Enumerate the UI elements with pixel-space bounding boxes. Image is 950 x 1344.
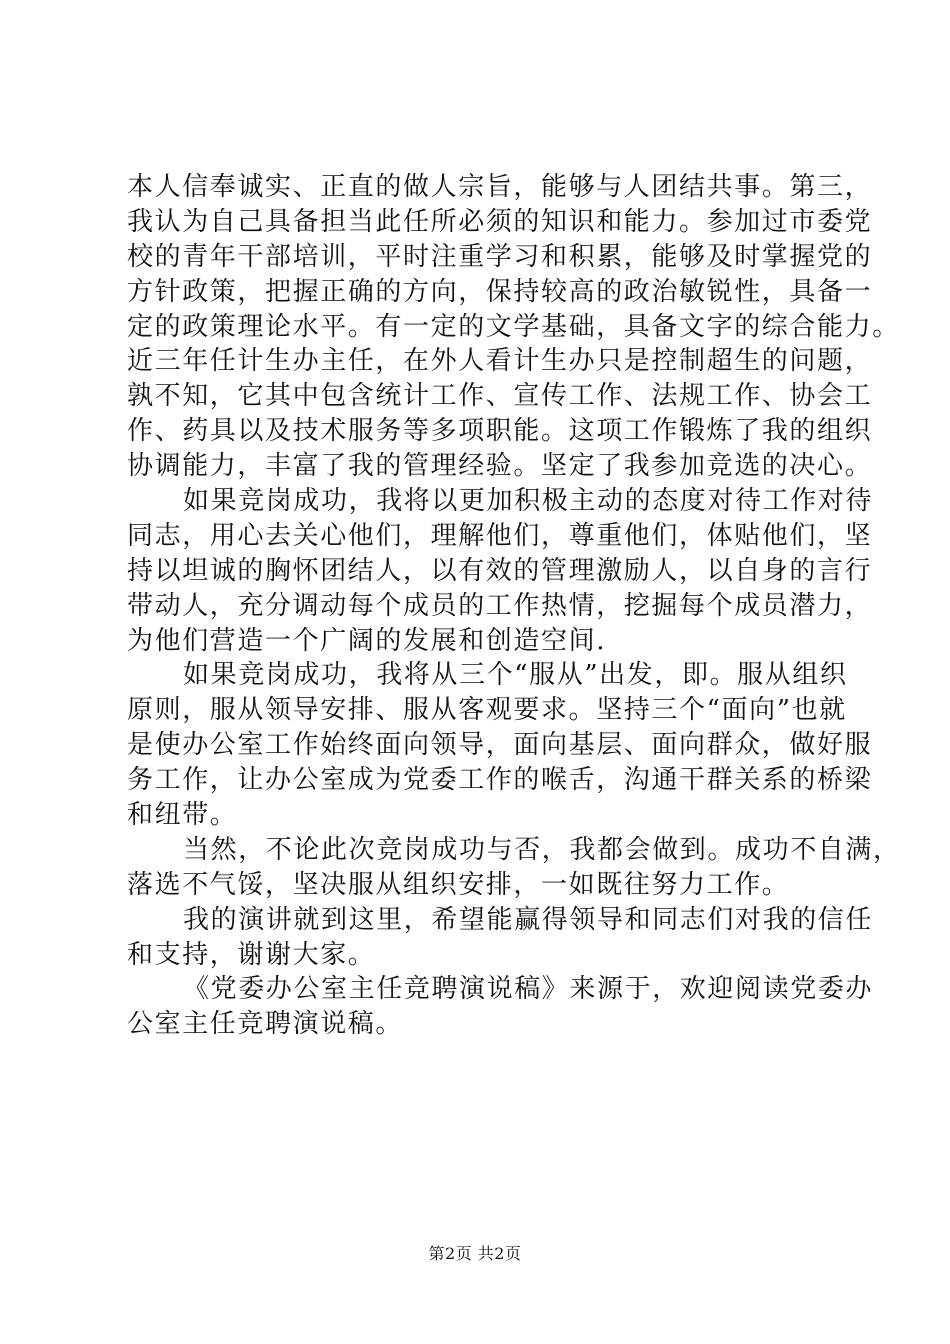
text-line: 落选不气馁，坚决服从组织安排，一如既往努力工作。 bbox=[127, 869, 790, 900]
document-body bbox=[127, 170, 901, 1042]
text-line: 校的青年干部培训，平时注重学习和积累，能够及时掌握党的 bbox=[127, 241, 873, 272]
text-line: 是使办公室工作始终面向领导，面向基层、面向群众，做好服 bbox=[127, 730, 873, 761]
text-line: 同志，用心去关心他们，理解他们，尊重他们，体贴他们，坚 bbox=[127, 520, 873, 551]
page-footer: 第2页 共2页 bbox=[428, 1244, 522, 1263]
text-line: 为他们营造一个广阔的发展和创造空间. bbox=[127, 625, 607, 656]
text-line: 《党委办公室主任竞聘演说稿》来源于，欢迎阅读党委办 bbox=[183, 974, 874, 1005]
text-line: 如果竞岗成功，我将以更加积极主动的态度对待工作对待 bbox=[183, 486, 874, 517]
text-line: 带动人，充分调动每个成员的工作热情，挖掘每个成员潜力， bbox=[127, 590, 873, 621]
text-line: 务工作，让办公室成为党委工作的喉舌，沟通干群关系的桥梁 bbox=[127, 765, 873, 796]
text-line: 我认为自己具备担当此任所必须的知识和能力。参加过市委党 bbox=[127, 206, 873, 237]
text-line: 公室主任竞聘演说稿。 bbox=[127, 1009, 404, 1040]
text-line: 和纽带。 bbox=[127, 800, 238, 831]
text-line: 近三年任计生办主任，在外人看计生办只是控制超生的问题， bbox=[127, 346, 873, 377]
text-line: 孰不知，它其中包含统计工作、宣传工作、法规工作、协会工 bbox=[127, 381, 873, 412]
text-line: 和支持，谢谢大家。 bbox=[127, 939, 376, 970]
text-line: 方针政策，把握正确的方向，保持较高的政治敏锐性，具备一 bbox=[127, 276, 873, 307]
text-line: 持以坦诚的胸怀团结人，以有效的管理激励人，以自身的言行 bbox=[127, 555, 873, 586]
text-line: 协调能力，丰富了我的管理经验。坚定了我参加竞选的决心。 bbox=[127, 451, 873, 482]
text-line: 定的政策理论水平。有一定的文学基础，具备文字的综合能力。 bbox=[127, 311, 900, 342]
text-line: 本人信奉诚实、正直的做人宗旨，能够与人团结共事。第三， bbox=[127, 172, 873, 202]
text-line: 如果竞岗成功，我将从三个“服从”出发，即。服从组织 bbox=[183, 660, 848, 691]
text-line: 原则，服从领导安排、服从客观要求。坚持三个“面向”也就 bbox=[127, 695, 847, 726]
text-line: 作、药具以及技术服务等多项职能。这项工作锻炼了我的组织 bbox=[127, 416, 873, 447]
text-line: 我的演讲就到这里，希望能赢得领导和同志们对我的信任 bbox=[183, 904, 874, 935]
text-line: 当然，不论此次竞岗成功与否，我都会做到。成功不自满， bbox=[183, 834, 901, 865]
